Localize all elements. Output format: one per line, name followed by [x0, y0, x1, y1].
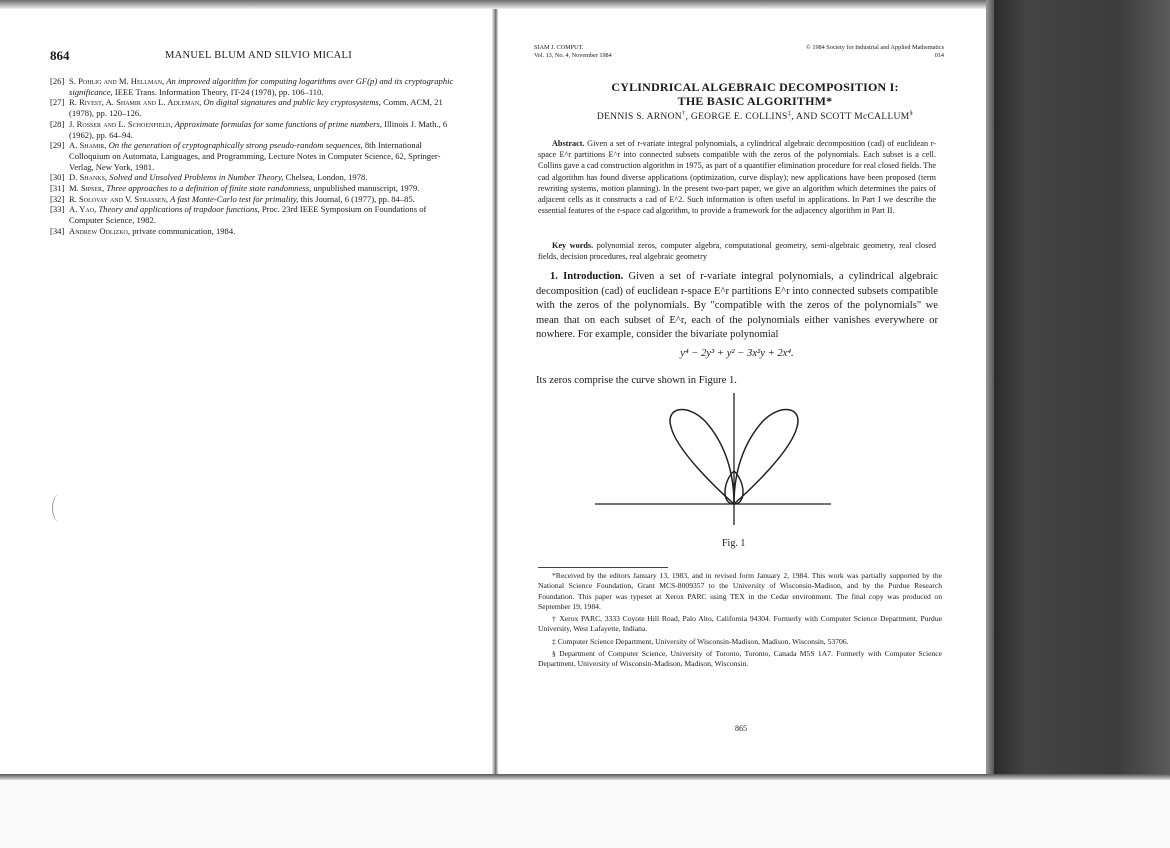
reference-number: [27]: [50, 97, 65, 108]
reference-title: Theory and applications of trapdoor functions,: [98, 204, 260, 215]
reference-number: [29]: [50, 140, 65, 151]
reference-authors: J. Rosser and L. Schoenfield,: [69, 118, 173, 129]
reference-authors: R. Rivest, A. Shamir and L. Adleman,: [69, 97, 202, 108]
abstract: [538, 138, 936, 216]
equation: y⁴ − 2y³ + y² − 3x²y + 2x⁴.: [680, 348, 794, 359]
reference-text: [69, 76, 456, 97]
journal-info: [534, 44, 612, 60]
keywords-text: polynomial zeros, computer algebra, computational geometry, semi-algebraic geometry, real closed fields, decision procedures, real algebraic geometry: [538, 241, 936, 262]
reference-text: [69, 140, 456, 172]
scan-dark-margin: [992, 0, 1170, 778]
reference-details: Illinois J. Math., 6 (1962), pp. 64–94.: [69, 118, 448, 140]
reference-item: [50, 183, 456, 194]
reference-item: [50, 140, 456, 172]
reference-details: 8th International Colloquium on Automata, Languages, and Programming, Lecture Notes in Computer Science, 62, Springer-Verlag, New York, 1981.: [69, 140, 441, 172]
book-gutter: [492, 9, 498, 775]
intro-text: Given a set of r-variate integral polynomials, a cylindrical algebraic decomposition (cad) of euclidean r-space E^r partitions E^r into connected subsets compatible with the zeros of the polynomials. By "compatible with the zeros of the polynomials" we mean that on each subset of E^r, each of the polynomials either vanishes everywhere or nowhere. For example, consider the bivariate polynomial: [536, 271, 938, 340]
journal-volume: Vol. 13, No. 4, November 1984: [534, 52, 612, 59]
reference-text: [69, 194, 456, 205]
author-collins: GEORGE E. COLLINS: [690, 112, 788, 123]
left-running-head: [50, 48, 490, 64]
reference-number: [26]: [50, 76, 65, 86]
reference-details: Comm. ACM, 21 (1978), pp. 120–126.: [69, 97, 443, 119]
reference-item: [50, 226, 456, 237]
reference-item: [50, 119, 456, 140]
footnote-rule: [538, 567, 668, 568]
footnote: § Department of Computer Science, University of Toronto, Toronto, Canada M5S 1A7. Formerly with Computer Science Department, University of Wisconsin-Madison, Madison, Wisconsin.: [538, 649, 942, 669]
reference-number: [33]: [50, 204, 65, 215]
reference-text: [69, 204, 456, 225]
reference-authors: D. Shanks,: [69, 172, 108, 183]
reference-authors: A. Shamir,: [69, 140, 107, 151]
author-mccallum: SCOTT McCALLUM: [820, 112, 910, 123]
reference-title: A fast Monte-Carlo test for primality,: [170, 193, 299, 204]
reference-authors: M. Sipser,: [69, 183, 105, 194]
footnote: ‡ Computer Science Department, University of Wisconsin-Madison, Madison, Wisconsin, 53706.: [552, 636, 849, 646]
reference-details: unpublished manuscript, 1979.: [313, 183, 420, 194]
abstract-text: Given a set of r-variate integral polynomials, a cylindrical algebraic decomposition (cad) of euclidean r-space E^r partitions E^r into connected subsets compatible with the zeros of the polynomials. Each subset is a cell. Collins gave a cad construction algorithm in 1975, as part of a quantifier elimination procedure for real closed fields. The cad algorithm has found diverse applications (optimization, curve display); new applications have been proposed (term rewriting systems, motion planning). In the present two-part paper, we give an algorithm which determines the pairs of adjacent cells as it constructs a cad of E^2. Such information is often useful in applications. In Part I we describe the essential features of the r-space cad algorithm, to provide a framework for the adjacency algorithm in Part II.: [538, 139, 937, 216]
scan-bottom-area: [0, 780, 1170, 848]
reference-item: [50, 204, 456, 225]
author-separator: ,: [685, 112, 691, 123]
abstract-label: Abstract.: [552, 139, 585, 148]
figure-1-curve: [595, 389, 845, 529]
reference-title: Solved and Unsolved Problems in Number Theory,: [109, 172, 284, 183]
article-authors: [540, 110, 970, 122]
reference-title: Approximate formulas for some functions of prime numbers,: [174, 118, 382, 129]
right-page: [500, 0, 990, 775]
reference-title: On digital signatures and public key cryptosystems,: [203, 97, 381, 108]
reference-item: [50, 97, 456, 118]
article-code: 014: [934, 52, 944, 59]
left-running-head-authors: MANUEL BLUM AND SILVIO MICALI: [165, 50, 353, 61]
figure-caption: Fig. 1: [722, 538, 746, 549]
keywords: [538, 240, 936, 262]
author-separator: , AND: [791, 112, 821, 123]
reference-authors: A. Yao,: [69, 204, 97, 215]
copyright-info: [806, 44, 944, 60]
left-page-number: 864: [50, 48, 70, 63]
footnote: *Received by the editors January 13, 1983, and in revised form January 2, 1984. This work was partially supported by the National Science Foundation, Grant MCS-8009357 to the University of Wisconsin-Madison, and by the Purdue Research Foundation. This paper was typeset at Xerox PARC using TEX in the Cedar environment. The final copy was produced on September 19, 1984.: [538, 571, 942, 611]
reference-authors: S. Pohlig and M. Hellman,: [69, 76, 165, 86]
reference-item: [50, 194, 456, 205]
journal-name: SIAM J. COMPUT.: [534, 44, 584, 51]
reference-authors: R. Solovay and V. Strassen,: [69, 193, 168, 204]
reference-details: Chelsea, London, 1978.: [285, 172, 368, 183]
reference-title: An improved algorithm for computing logarithms over GF(p) and its cryptographic significance,: [69, 76, 454, 97]
copyright-line: © 1984 Society for Industrial and Applied Mathematics: [806, 44, 944, 51]
scan-bleedthrough-mark: [52, 494, 67, 522]
footnotes: [538, 571, 942, 672]
intro-heading: 1. Introduction.: [550, 271, 624, 282]
reference-number: [31]: [50, 183, 65, 194]
reference-title: Three approaches to a definition of finite state randomness,: [106, 183, 312, 194]
affiliation-mark: §: [909, 110, 914, 117]
article-title: [540, 80, 970, 108]
reference-text: [69, 97, 456, 118]
reference-text: [69, 119, 456, 140]
reference-item: [50, 76, 456, 97]
title-line-1: CYLINDRICAL ALGEBRAIC DECOMPOSITION I:: [611, 80, 899, 94]
keywords-label: Key words.: [552, 241, 594, 250]
reference-number: [28]: [50, 118, 65, 129]
reference-details: private communication, 1984.: [132, 225, 236, 236]
introduction: [536, 270, 938, 343]
figure-reference-text: Its zeros comprise the curve shown in Figure 1.: [536, 375, 737, 386]
affiliation-mark: ‡: [787, 110, 792, 117]
reference-number: [32]: [50, 193, 65, 204]
title-line-2: THE BASIC ALGORITHM*: [677, 94, 833, 108]
footnote: † Xerox PARC, 3333 Coyote Hill Road, Palo Alto, California 94304. Formerly with Computer Science Department, Purdue University, West Lafayette, Indiana.: [538, 614, 942, 634]
reference-title: On the generation of cryptographically strong pseudo-random sequences,: [108, 140, 363, 151]
reference-details: Proc. 23rd IEEE Symposium on Foundations of Computer Science, 1982.: [69, 204, 427, 226]
reference-list: [50, 76, 456, 237]
reference-details: this Journal, 6 (1977), pp. 84–85.: [300, 193, 415, 204]
reference-authors: Andrew Odlizko,: [69, 225, 131, 236]
reference-text: [69, 183, 456, 194]
affiliation-mark: †: [681, 110, 686, 117]
author-arnon: DENNIS S. ARNON: [596, 112, 682, 123]
reference-number: [34]: [50, 225, 65, 236]
reference-text: [69, 226, 456, 237]
reference-number: [30]: [50, 172, 65, 183]
reference-details: IEEE Trans. Information Theory, IT-24 (1978), pp. 106–110.: [114, 86, 324, 97]
right-page-number: 865: [735, 724, 747, 733]
reference-item: [50, 172, 456, 183]
reference-text: [69, 172, 456, 183]
